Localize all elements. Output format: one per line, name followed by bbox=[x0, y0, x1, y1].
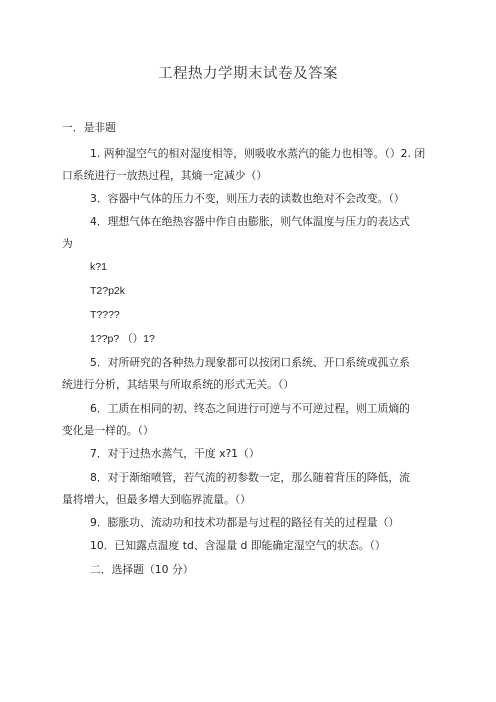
question-8-line-1: 8．对于渐缩喷管，若气流的初参数一定，那么随着背压的降低，流 bbox=[90, 471, 410, 484]
question-4-line-1: 4．理想气体在绝热容器中作自由膨胀，则气体温度与压力的表达式 bbox=[90, 215, 410, 228]
question-10: 10．已知露点温度 td、含湿量 d 即能确定湿空气的状态。（） bbox=[90, 539, 386, 552]
question-5-line-2: 统进行分析，其结果与所取系统的形式无关。（） bbox=[62, 378, 295, 391]
formula-line-4: 1??p? （）1? bbox=[90, 333, 155, 345]
question-6-line-2: 变化是一样的。（） bbox=[62, 424, 154, 437]
page-title: 工程热力学期末试卷及答案 bbox=[158, 66, 338, 82]
question-6-line-1: 6．工质在相同的初、终态之间进行可逆与不可逆过程，则工质熵的 bbox=[90, 402, 410, 415]
formula-line-3: T???? bbox=[90, 309, 120, 321]
formula-line-2: T2?p2k bbox=[90, 285, 126, 297]
question-1-and-2-line-1: 1. 两种湿空气的相对湿度相等，则吸收水蒸汽的能力也相等。（）2. 闭 bbox=[90, 147, 426, 160]
question-7: 7．对于过热水蒸气，干度 x?1（） bbox=[90, 447, 260, 460]
question-5-line-1: 5．对所研究的各种热力现象都可以按闭口系统、开口系统或孤立系 bbox=[90, 356, 410, 369]
question-2-line-2: 口系统进行一放热过程，其熵一定减少（） bbox=[62, 169, 268, 182]
question-4-line-2: 为 bbox=[62, 237, 73, 250]
section-heading-true-false: 一．是非题 bbox=[62, 121, 116, 134]
formula-line-1: k?1 bbox=[90, 261, 107, 273]
question-3: 3．容器中气体的压力不变，则压力表的读数也绝对不会改变。（） bbox=[90, 192, 405, 205]
question-8-line-2: 量将增大，但最多增大到临界流量。（） bbox=[62, 493, 251, 506]
section-heading-multiple-choice: 二．选择题（10 分） bbox=[90, 563, 194, 576]
question-9: 9．膨胀功、流动功和技术功都是与过程的路径有关的过程量（） bbox=[90, 516, 400, 529]
